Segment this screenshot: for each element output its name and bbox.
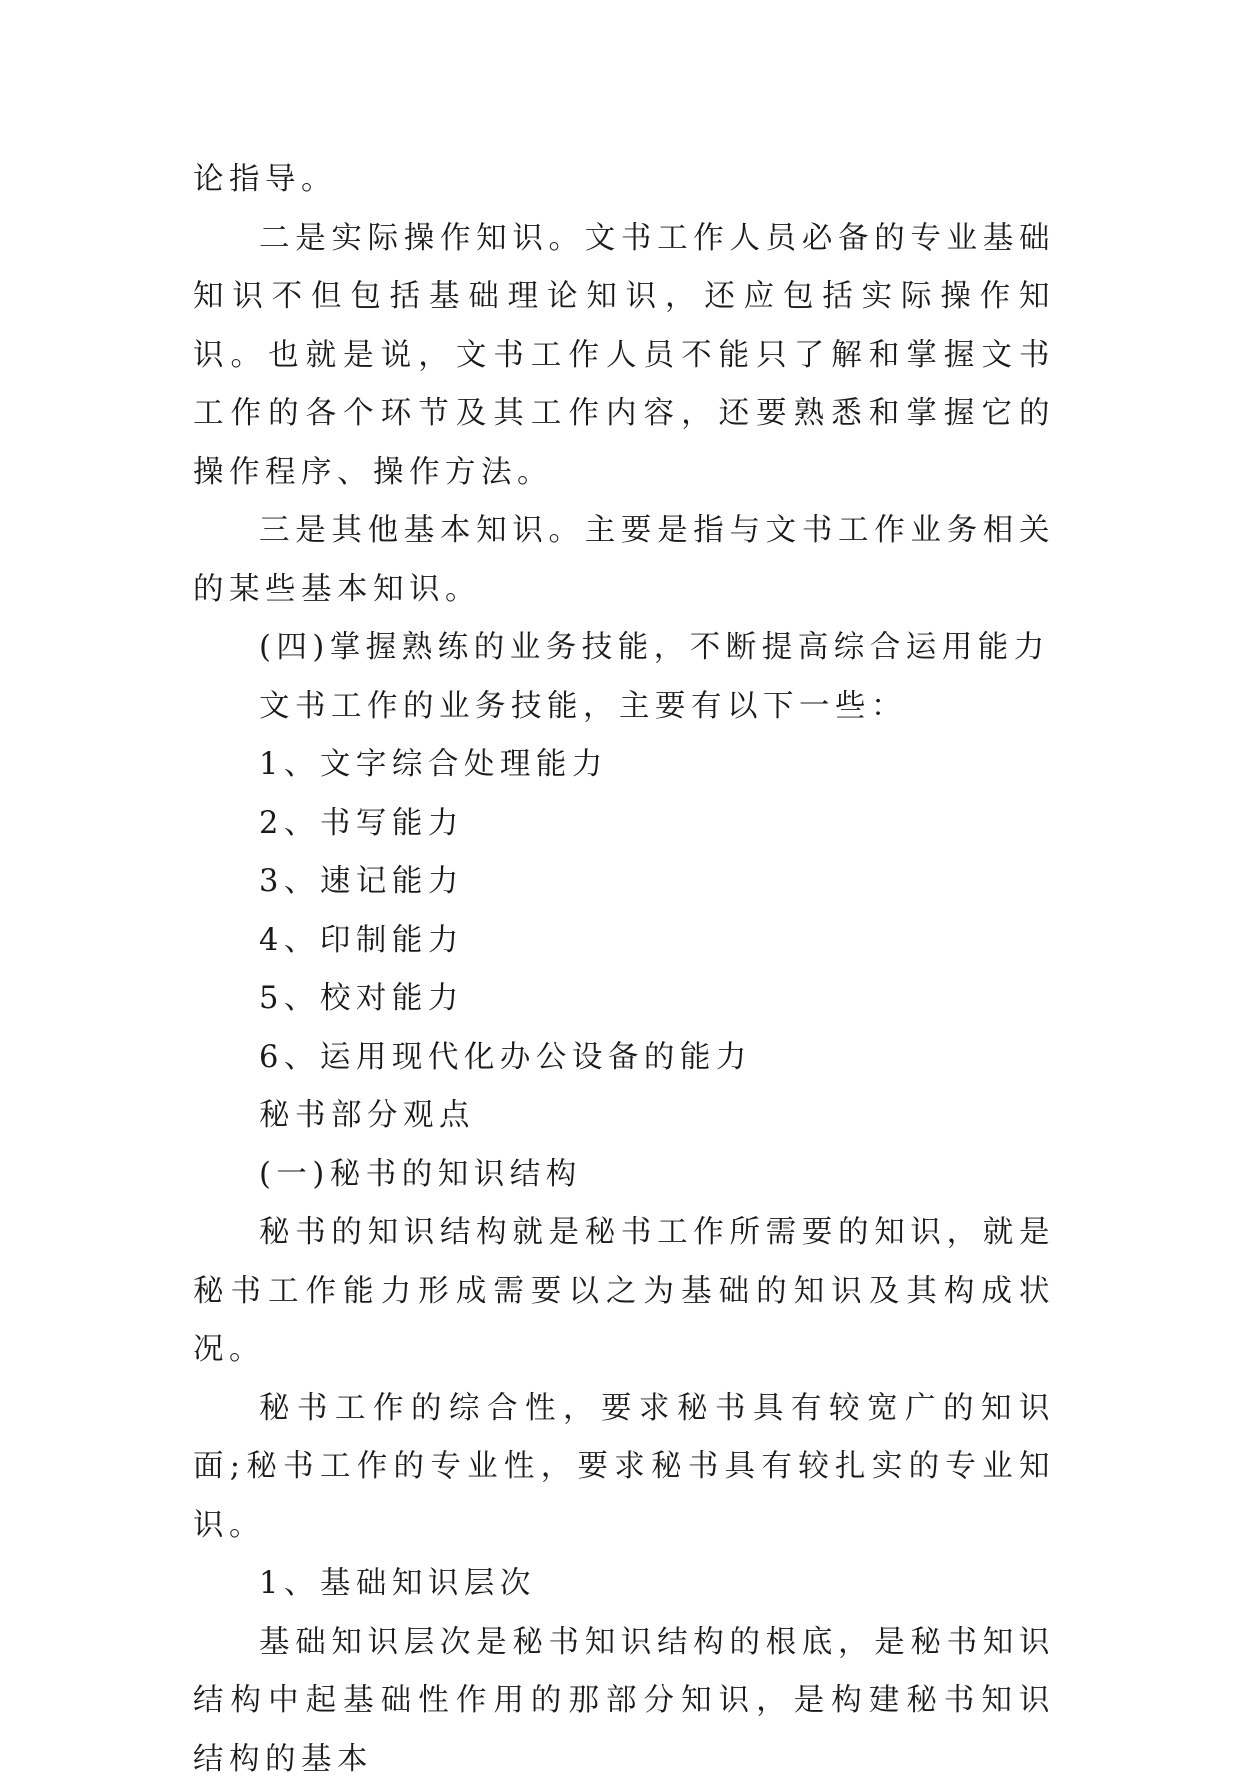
list-item: 1、文字综合处理能力 — [193, 736, 1055, 795]
paragraph: 基础知识层次是秘书知识结构的根底，是秘书知识结构中起基础性作用的那部分知识，是构建秘书知识结构的基本 — [193, 1614, 1055, 1789]
paragraph: 三是其他基本知识。主要是指与文书工作业务相关的某些基本知识。 — [193, 502, 1055, 619]
section-heading: 秘书部分观点 — [193, 1087, 1055, 1146]
paragraph: 二是实际操作知识。文书工作人员必备的专业基础知识不但包括基础理论知识，还应包括实际操作知识。也就是说，文书工作人员不能只了解和掌握文书工作的各个环节及其工作内容，还要熟悉和掌握它的操作程序、操作方法。 — [193, 210, 1055, 503]
section-heading: (四)掌握熟练的业务技能，不断提高综合运用能力 — [193, 619, 1055, 678]
section-heading: (一)秘书的知识结构 — [193, 1146, 1055, 1205]
list-item: 5、校对能力 — [193, 970, 1055, 1029]
paragraph: 秘书工作的综合性，要求秘书具有较宽广的知识面;秘书工作的专业性，要求秘书具有较扎实的专业知识。 — [193, 1380, 1055, 1556]
list-item: 4、印制能力 — [193, 912, 1055, 971]
list-item: 6、运用现代化办公设备的能力 — [193, 1029, 1055, 1088]
document-body — [193, 151, 1055, 1789]
subsection-heading: 1、基础知识层次 — [193, 1555, 1055, 1614]
paragraph: 秘书的知识结构就是秘书工作所需要的知识，就是秘书工作能力形成需要以之为基础的知识及其构成状况。 — [193, 1204, 1055, 1380]
list-item: 3、速记能力 — [193, 853, 1055, 912]
list-item: 2、书写能力 — [193, 795, 1055, 854]
paragraph: 文书工作的业务技能，主要有以下一些： — [193, 678, 1055, 737]
paragraph: 论指导。 — [193, 151, 1055, 210]
